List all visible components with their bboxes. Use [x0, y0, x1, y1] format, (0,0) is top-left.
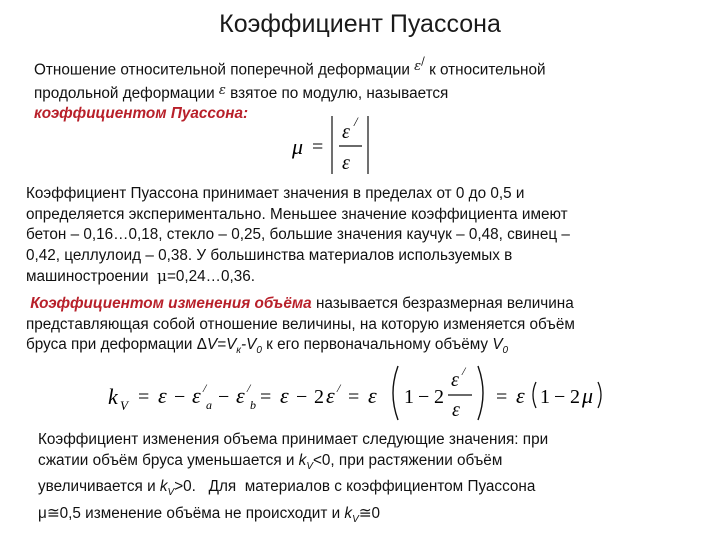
f2-sub-v: V — [120, 398, 128, 413]
f2-eps-5: ε — [326, 383, 335, 408]
values-line-5 — [26, 266, 706, 288]
f2-minus-3: − — [296, 386, 308, 408]
intro-text-1b: к относительной — [429, 61, 546, 79]
final-line-3 — [38, 477, 708, 504]
volume-minus-v: -V — [241, 336, 257, 353]
f2-two-2: 2 — [434, 386, 444, 408]
formula1-mu: μ — [292, 134, 304, 159]
volume-line-2: представляющая собой отношение величины, на которую изменяется объём — [26, 315, 575, 333]
f2-k: k — [108, 384, 118, 409]
final-text-2b: <0, при растяжении объём — [312, 451, 503, 469]
delta-symbol: Δ — [196, 336, 207, 353]
f2-one: 1 — [404, 386, 414, 408]
paren-left — [533, 382, 536, 408]
intro-text-2a: продольной деформации — [34, 84, 215, 102]
final-line-1: Коэффициент изменения объема принимает следующие значения: при — [38, 431, 549, 448]
volume-v0: V — [492, 336, 503, 353]
f2-minus-2: − — [218, 386, 230, 408]
f2-eps-2: ε — [192, 383, 201, 408]
volume-v-eq: V=V — [206, 336, 237, 353]
mu-symbol: μ — [157, 267, 167, 285]
volume-text-1: называется безразмерная величина — [315, 295, 574, 312]
values-text-5a: машиностроении — [26, 268, 149, 285]
final-sub-v-2: V — [167, 487, 175, 499]
final-text-3b: >0. Для материалов с коэффициентом Пуассона — [174, 478, 536, 496]
volume-text-3b: к его первоначальному объёму — [266, 336, 489, 353]
f2-eq-1: = — [138, 386, 150, 408]
poisson-term: коэффициентом Пуассона: — [34, 105, 249, 123]
big-paren-left — [393, 366, 398, 420]
volume-text-3a: бруса при деформации — [26, 336, 193, 353]
f2-sub-b: b — [250, 398, 256, 412]
final-text-3a: увеличивается и — [38, 478, 156, 496]
poisson-formula — [288, 112, 378, 178]
volume-line-3 — [26, 335, 706, 362]
f2-minus-1: − — [174, 386, 186, 408]
big-paren-right — [478, 366, 483, 420]
f2-minus-4: − — [418, 386, 430, 408]
values-line-4: 0,42, целлулоид – 0,38. У большинства материалов используемых в — [26, 246, 513, 264]
values-line-1: Коэффициент Пуассона принимает значения в пределах от 0 до 0,5 и — [26, 185, 525, 202]
volume-sub-0b: 0 — [502, 345, 509, 357]
values-line-2: определяется экспериментально. Меньшее значение коэффициента имеют — [26, 205, 568, 223]
f2-prime-2: / — [247, 381, 251, 395]
formula1-numerator: ε — [342, 121, 350, 143]
final-text-4b: ≅0 — [358, 504, 381, 522]
f2-prime-3: / — [337, 381, 341, 395]
f2-two-3: 2 — [570, 386, 580, 408]
final-text-4a: μ≅0,5 изменение объёма не происходит и — [38, 504, 341, 522]
formula1-prime: / — [354, 114, 358, 129]
intro-line-1 — [34, 52, 704, 81]
f2-prime-4: / — [462, 364, 466, 378]
final-sub-v-3: V — [352, 513, 359, 525]
final-text-2a: сжатии объём бруса уменьшается и — [38, 451, 295, 469]
values-paragraph — [26, 184, 706, 288]
final-k-3: k — [344, 504, 353, 522]
f2-minus-5: − — [554, 386, 566, 408]
f2-eps-4: ε — [280, 383, 289, 408]
volume-term: Коэффициентом изменения объёма — [30, 295, 312, 312]
volume-sub-0: 0 — [256, 345, 262, 357]
volume-paragraph — [26, 294, 706, 362]
epsilon-symbol: ε — [218, 82, 226, 98]
f2-eq-4: = — [496, 386, 508, 408]
f2-sub-a: a — [206, 398, 212, 412]
final-paragraph — [38, 430, 708, 530]
formula1-denominator: ε — [342, 152, 350, 174]
values-line-3: бетон – 0,16…0,18, стекло – 0,25, большие значения каучук – 0,48, свинец – — [26, 226, 570, 243]
intro-text-2b: взятое по модулю, называется — [230, 84, 449, 102]
paren-right — [598, 382, 601, 408]
f2-one-2: 1 — [540, 386, 550, 408]
final-line-4 — [38, 504, 708, 531]
final-sub-v-1: V — [306, 460, 313, 472]
f2-two-1: 2 — [314, 386, 324, 408]
volume-line-1 — [26, 294, 706, 315]
formula1-equals: = — [312, 136, 324, 158]
f2-eps-1: ε — [158, 383, 167, 408]
volume-change-formula — [108, 362, 668, 424]
f2-frac-num: ε — [451, 369, 459, 391]
f2-eq-3: = — [348, 386, 360, 408]
f2-eps-3: ε — [236, 383, 245, 408]
epsilon-prime-symbol: ε/ — [414, 55, 425, 75]
f2-eq-2: = — [260, 386, 272, 408]
intro-text-1a: Отношение относительной поперечной деформации — [34, 61, 410, 79]
final-k-2: k — [159, 478, 168, 496]
f2-eps-6: ε — [368, 383, 377, 408]
volume-sub-k: к — [236, 345, 242, 357]
slide-title: Коэффициент Пуассона — [219, 10, 501, 38]
f2-eps-7: ε — [516, 383, 525, 408]
final-line-2 — [38, 451, 708, 478]
final-k-1: k — [298, 451, 307, 469]
intro-line-2 — [34, 81, 704, 105]
f2-prime-1: / — [203, 381, 207, 395]
f2-mu: μ — [582, 383, 594, 408]
values-text-5c: =0,24…0,36. — [166, 268, 255, 285]
f2-frac-den: ε — [452, 399, 460, 421]
